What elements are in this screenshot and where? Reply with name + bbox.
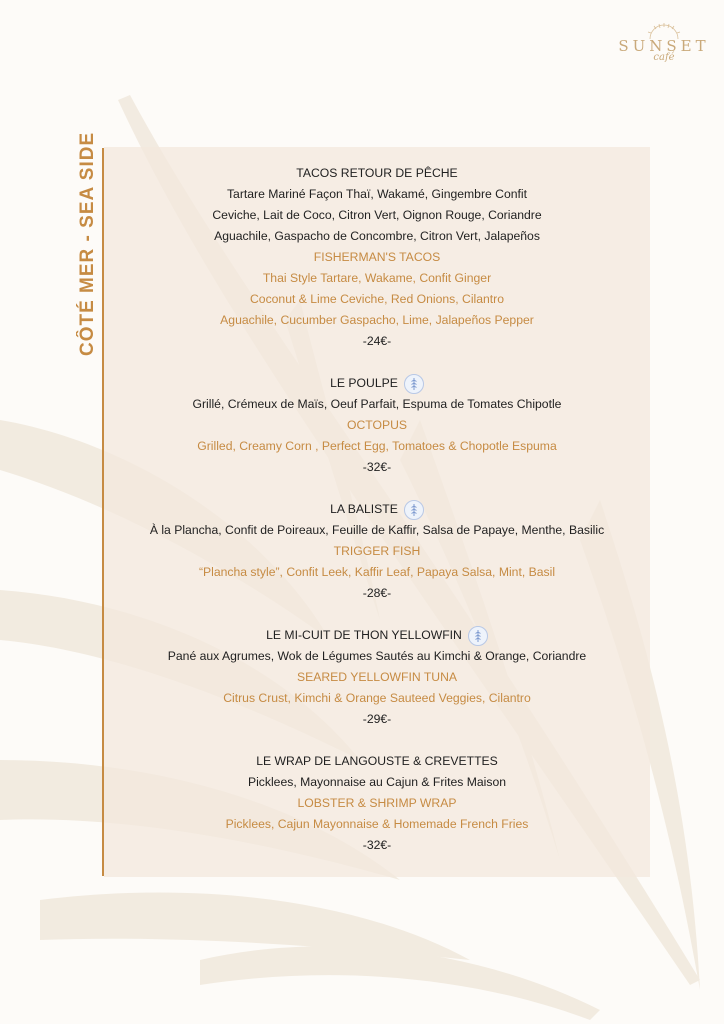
dish-title-en: LOBSTER & SHRIMP WRAP [297,796,457,810]
dish-title-row [104,163,650,184]
wheat-icon [404,500,424,520]
logo-subtitle: café [653,52,675,63]
dish-price: -24€- [362,334,392,348]
dish-description-en: Citrus Crust, Kimchi & Orange Sauteed Veggies, Cilantro [223,691,531,705]
dish-title-en: FISHERMAN'S TACOS [313,250,441,264]
dish-title-wrap [256,751,498,772]
dish-title-fr: LE WRAP DE LANGOUSTE & CREVETTES [256,754,498,768]
dish-title-fr: LE POULPE [330,376,398,390]
dish-title-en: OCTOPUS [346,418,408,432]
dish-title-wrap [296,163,457,184]
dish-description-en: Grilled, Creamy Corn , Perfect Egg, Tomatoes & Chopotle Espuma [197,439,557,453]
menu-item [104,751,650,856]
dish-title-fr: LA BALISTE [330,502,398,516]
dish-title-row [104,751,650,772]
dish-title-fr: LE MI-CUIT DE THON YELLOWFIN [266,628,462,642]
dish-description-fr: Aguachile, Gaspacho de Concombre, Citron Vert, Jalapeños [214,229,540,243]
dish-description-en: Coconut & Lime Ceviche, Red Onions, Cilantro [249,292,505,306]
dish-title-fr: TACOS RETOUR DE PÊCHE [296,166,458,180]
dish-description-fr: Ceviche, Lait de Coco, Citron Vert, Oignon Rouge, Coriandre [212,208,542,222]
dish-title-en: TRIGGER FISH [333,544,421,558]
dish-description-fr: Pané aux Agrumes, Wok de Légumes Sautés au Kimchi & Orange, Coriandre [167,649,587,663]
dish-description-fr: Tartare Mariné Façon Thaï, Wakamé, Gingembre Confit [226,187,528,201]
wheat-icon [404,374,424,394]
dish-title-wrap [266,625,488,646]
section-title: CÔTÉ MER - SEA SIDE [77,131,98,356]
dish-description-en: Thai Style Tartare, Wakame, Confit Ginger [262,271,492,285]
dish-description-fr: Grillé, Crémeux de Maïs, Oeuf Parfait, Espuma de Tomates Chipotle [192,397,562,411]
sunset-cafe-logo [614,22,714,80]
dish-title-wrap [330,499,424,520]
menu-item [104,373,650,478]
dish-price: -32€- [362,838,392,852]
logo-wordmark: SUNSET [618,37,710,55]
dish-description-en: Picklees, Cajun Mayonnaise & Homemade French Fries [225,817,529,831]
dish-price: -29€- [362,712,392,726]
dish-price: -32€- [362,460,392,474]
wheat-icon [468,626,488,646]
menu-item [104,625,650,730]
dish-title-en: SEARED YELLOWFIN TUNA [296,670,458,684]
dish-description-fr: Picklees, Mayonnaise au Cajun & Frites Maison [247,775,507,789]
menu-item [104,499,650,604]
menu-list [104,163,650,877]
dish-title-row [104,625,650,646]
dish-description-fr: À la Plancha, Confit de Poireaux, Feuille de Kaffir, Salsa de Papaye, Menthe, Basilic [149,523,605,537]
dish-title-row [104,373,650,394]
dish-description-en: Aguachile, Cucumber Gaspacho, Lime, Jalapeños Pepper [220,313,534,327]
dish-title-row [104,499,650,520]
menu-item [104,163,650,352]
dish-price: -28€- [362,586,392,600]
dish-title-wrap [330,373,424,394]
dish-description-en: “Plancha style”, Confit Leek, Kaffir Leaf, Papaya Salsa, Mint, Basil [198,565,556,579]
